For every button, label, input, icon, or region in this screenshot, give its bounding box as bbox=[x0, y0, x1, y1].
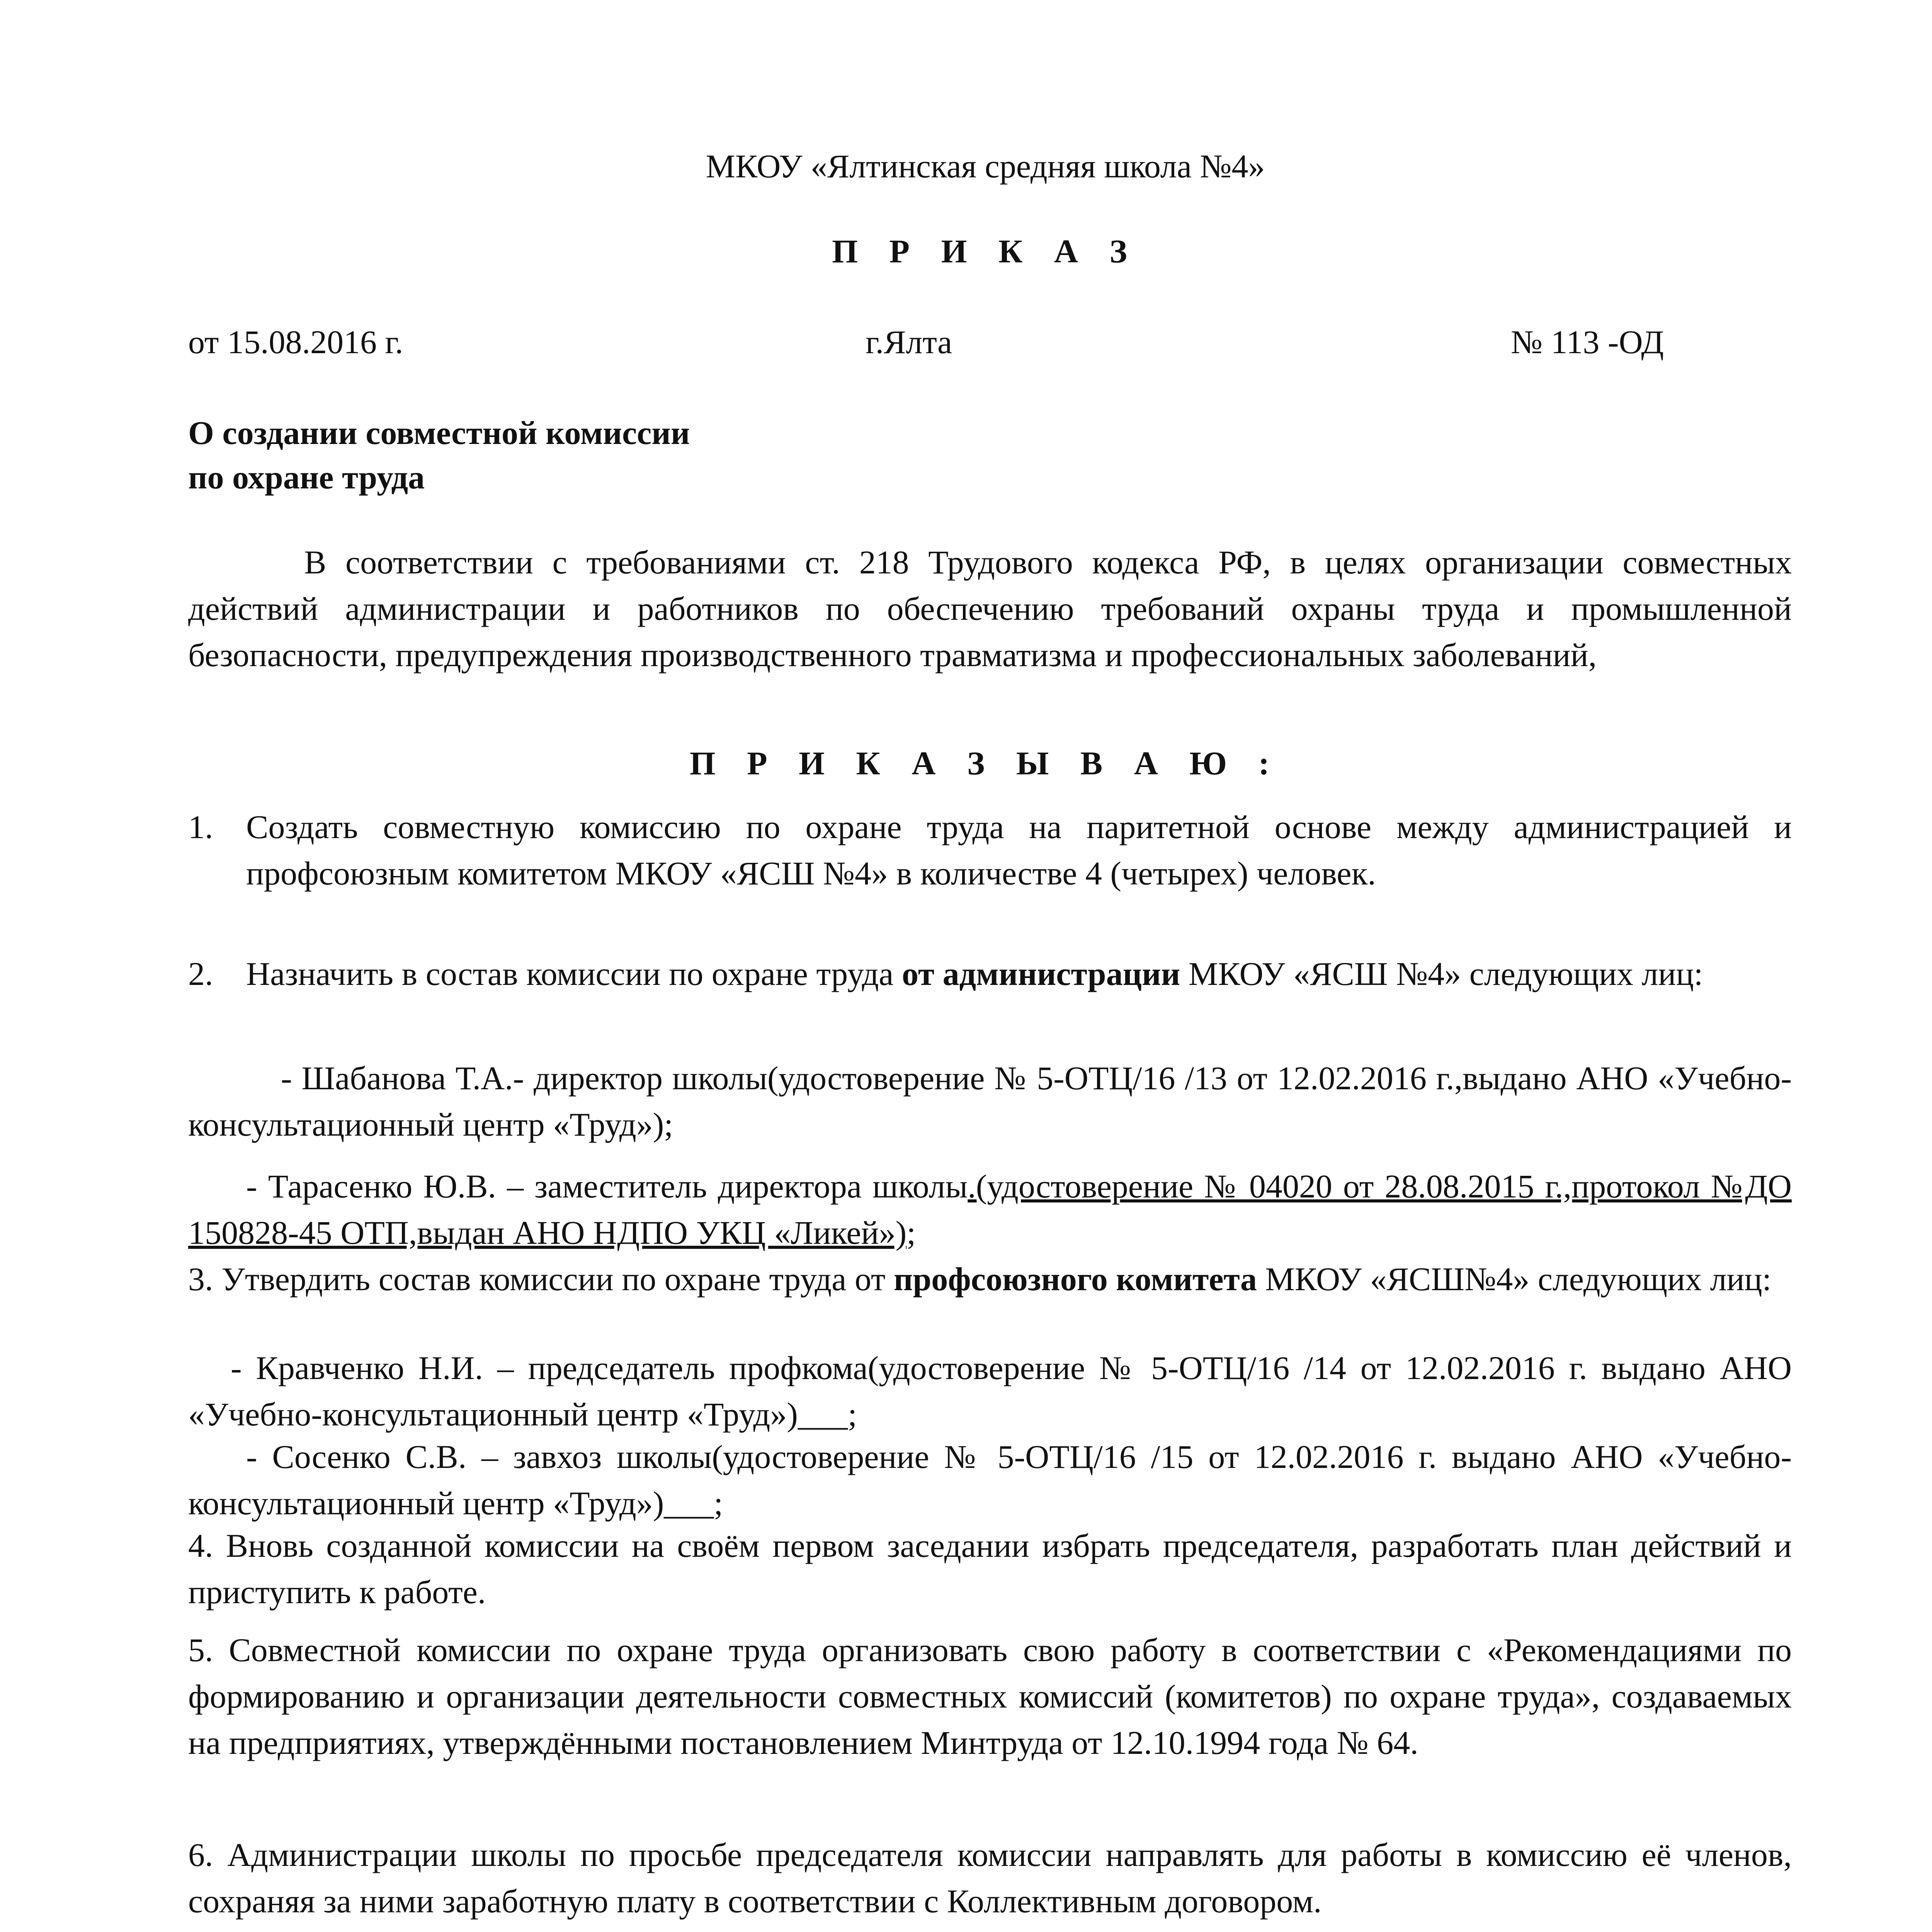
item-number: 1. bbox=[188, 808, 213, 845]
order-heading: П Р И К А З Ы В А Ю : bbox=[689, 745, 1281, 782]
order-number: № 113 -ОД bbox=[1511, 323, 1664, 361]
organization-name: МКОУ «Ялтинская средняя школа №4» bbox=[706, 148, 1265, 185]
order-item-4: 4. Вновь созданной комиссии на своём первом заседании избрать председателя, разработать план действий и приступить к работе. bbox=[188, 1527, 1792, 1611]
preamble-paragraph: В соответствии с требованиями ст. 218 Трудового кодекса РФ, в целях организации совместных действий администрации и работников по обеспечению требований охраны труда и промышленной безопасности, предупреждения производственного травматизма и профессиональных заболеваний, bbox=[188, 544, 1792, 673]
item-text-part: Назначить в состав комиссии по охране труда bbox=[246, 955, 902, 992]
item-text-bold: профсоюзного комитета bbox=[893, 1260, 1257, 1298]
document-type: П Р И К А З bbox=[832, 233, 1139, 270]
order-item-3 bbox=[188, 1256, 1792, 1302]
item-text-part: МКОУ «ЯСШ №4» следующих лиц: bbox=[1180, 955, 1703, 992]
member-text-end: ; bbox=[906, 1214, 916, 1251]
order-date: от 15.08.2016 г. bbox=[188, 323, 403, 361]
subject-line-1: О создании совместной комиссии bbox=[188, 414, 690, 451]
item-number: 2. bbox=[188, 955, 213, 992]
union-member-1: - Кравченко Н.И. – председатель профкома(удостоверение № 5-ОТЦ/16 /14 от 12.02.2016 г. выдано АНО «Учебно-консультационный центр «Труд»)___; bbox=[188, 1349, 1792, 1433]
member-certificate: .(удостоверение № 04020 от 28.08.2015 г.,протокол №ДО 150828-45 ОТП,выдан АНО НДПО УКЦ «Ликей») bbox=[188, 1168, 1792, 1251]
member-text: - Тарасенко Ю.В. – заместитель директора школы bbox=[246, 1168, 968, 1205]
order-city: г.Ялта bbox=[866, 323, 952, 361]
order-item-6: 6. Администрации школы по просьбе председателя комиссии направлять для работы в комиссию её членов, сохраняя за ними заработную плату в соответствии с Коллективным договором. bbox=[188, 1836, 1792, 1920]
admin-member-2 bbox=[188, 1163, 1792, 1256]
item-text-part: МКОУ «ЯСШ№4» следующих лиц: bbox=[1257, 1260, 1772, 1298]
item-text: Создать совместную комиссию по охране труда на паритетной основе между администрацией и профсоюзным комитетом МКОУ «ЯСШ №4» в количестве 4 (четырех) человек. bbox=[246, 808, 1792, 892]
item-text-part: 3. Утвердить состав комиссии по охране труда от bbox=[188, 1260, 894, 1298]
order-item-5: 5. Совместной комиссии по охране труда организовать свою работу в соответствии с «Рекомендациями по формированию и организации деятельности совместных комиссий (комитетов) по охране труда», создаваемых на предприятиях, утверждёнными постановлением Минтруда от 12.10.1994 года № 64. bbox=[188, 1631, 1792, 1761]
order-item-1 bbox=[188, 804, 1792, 896]
union-member-2: - Сосенко С.В. – завхоз школы(удостоверение № 5-ОТЦ/16 /15 от 12.02.2016 г. выдано АНО «Учебно-консультационный центр «Труд»)___; bbox=[188, 1438, 1792, 1522]
item-text bbox=[246, 951, 1792, 997]
order-item-2 bbox=[188, 951, 1792, 997]
subject-line-2: по охране труда bbox=[188, 459, 425, 496]
item-text-bold: от администрации bbox=[901, 955, 1180, 992]
admin-member-1: - Шабанова Т.А.- директор школы(удостоверение № 5-ОТЦ/16 /13 от 12.02.2016 г.,выдано АНО «Учебно-консультационный центр «Труд»); bbox=[188, 1060, 1792, 1143]
